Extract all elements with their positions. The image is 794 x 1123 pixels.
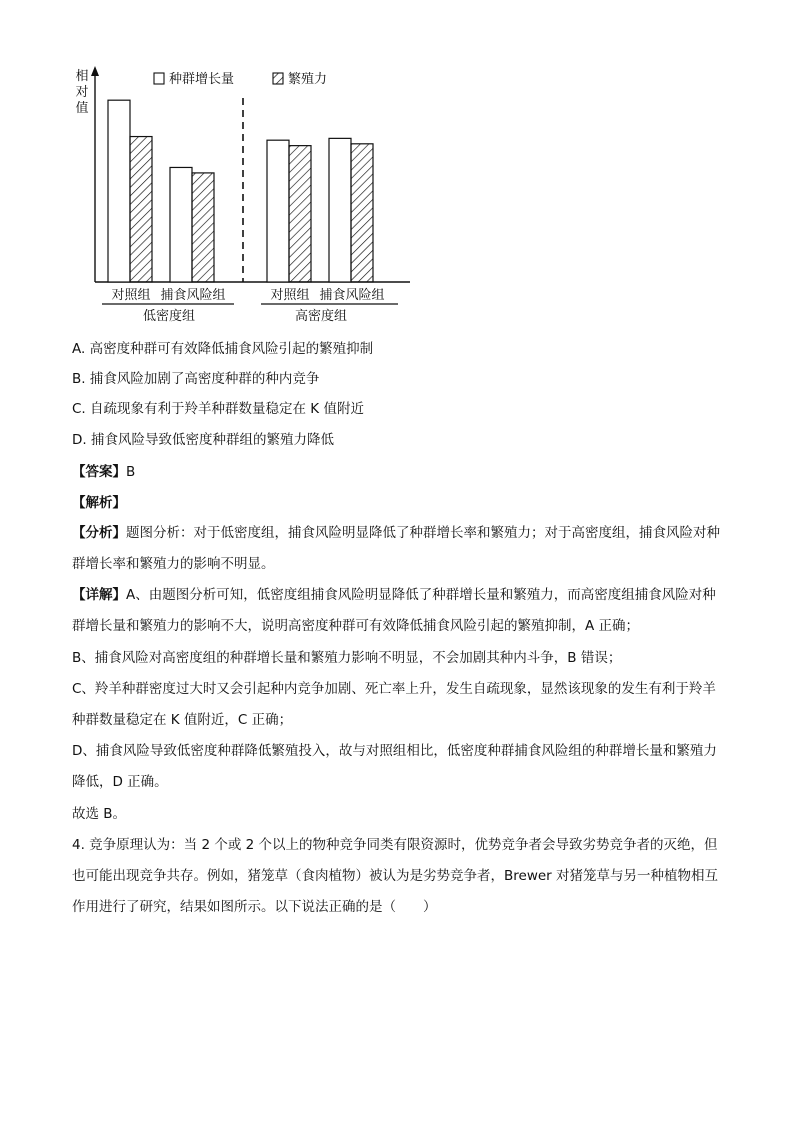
bar-fertility-0	[130, 137, 152, 282]
bar-fertility-1	[192, 173, 214, 282]
answer-line	[72, 462, 135, 482]
fenxi-label: 【分析】	[72, 525, 126, 541]
fenxi-text: 题图分析：对于低密度组，捕食风险明显降低了种群增长率和繁殖力；对于高密度组，捕食风险对种群增长率和繁殖力的影响不明显。	[72, 525, 720, 572]
category-label-0: 对照组	[111, 288, 151, 303]
category-label-1: 捕食风险组	[160, 288, 226, 303]
bar-growth-1	[170, 167, 192, 282]
detail-d: D、捕食风险导致低密度种群降低繁殖投入，故与对照组相比，低密度种群捕食风险组的种群增长量和繁殖力降低，D 正确。	[72, 743, 717, 790]
bar-fertility-3	[351, 144, 373, 282]
analysis-paragraph	[72, 518, 722, 580]
answer-label: 【答案】	[72, 464, 126, 480]
option-a: A. 高密度种群可有效降低捕食风险引起的繁殖抑制	[72, 341, 374, 357]
detail-a-text: A、由题图分析可知，低密度组捕食风险明显降低了种群增长量和繁殖力，而高密度组捕食风险对种群增长量和繁殖力的影响不大，说明高密度种群可有效降低捕食风险引起的繁殖抑制，A 正确；	[72, 587, 716, 634]
bar-chart	[60, 62, 430, 332]
xiangjie-label: 【详解】	[72, 587, 126, 603]
legend-swatch-fertility	[273, 73, 283, 84]
bar-fertility-2	[289, 146, 311, 282]
answer-value: B	[126, 464, 136, 480]
analysis-label: 【解析】	[72, 495, 126, 511]
group-label-low: 低密度组	[142, 309, 196, 324]
y-axis-label: 相对值	[75, 69, 89, 116]
category-label-2: 对照组	[270, 288, 310, 303]
legend-growth: 种群增长量	[169, 72, 235, 87]
bar-growth-2	[267, 140, 289, 282]
option-b: B. 捕食风险加剧了高密度种群的种内竞争	[72, 371, 320, 387]
group-label-high: 高密度组	[294, 309, 348, 324]
question-4: 4. 竞争原理认为：当 2 个或 2 个以上的物种竞争同类有限资源时，优势竞争者会导致劣势竞争者的灭绝，但也可能出现竞争共存。例如，猪笼草（食肉植物）被认为是劣势竞争者，Brewer 对猪笼草与另一种植物相互作用进行了研究，结果如图所示。以下说法正确的是（ ）	[72, 837, 719, 915]
conclusion: 故选 B。	[72, 806, 127, 822]
bar-growth-0	[108, 100, 130, 282]
chart-svg	[60, 62, 430, 332]
category-label-3: 捕食风险组	[319, 288, 385, 303]
detail-c: C、羚羊种群密度过大时又会引起种内竞争加剧、死亡率上升，发生自疏现象，显然该现象的发生有利于羚羊种群数量稳定在 K 值附近，C 正确；	[72, 681, 716, 728]
bar-growth-3	[329, 138, 351, 282]
option-c: C. 自疏现象有利于羚羊种群数量稳定在 K 值附近	[72, 401, 364, 417]
option-d: D. 捕食风险导致低密度种群组的繁殖力降低	[72, 432, 334, 448]
legend-swatch-growth	[154, 73, 164, 84]
y-axis-arrow	[91, 66, 99, 76]
detail-a	[72, 580, 722, 642]
legend-fertility: 繁殖力	[288, 72, 328, 87]
detail-b: B、捕食风险对高密度组的种群增长量和繁殖力影响不明显，不会加剧其种内斗争，B 错误；	[72, 650, 622, 666]
